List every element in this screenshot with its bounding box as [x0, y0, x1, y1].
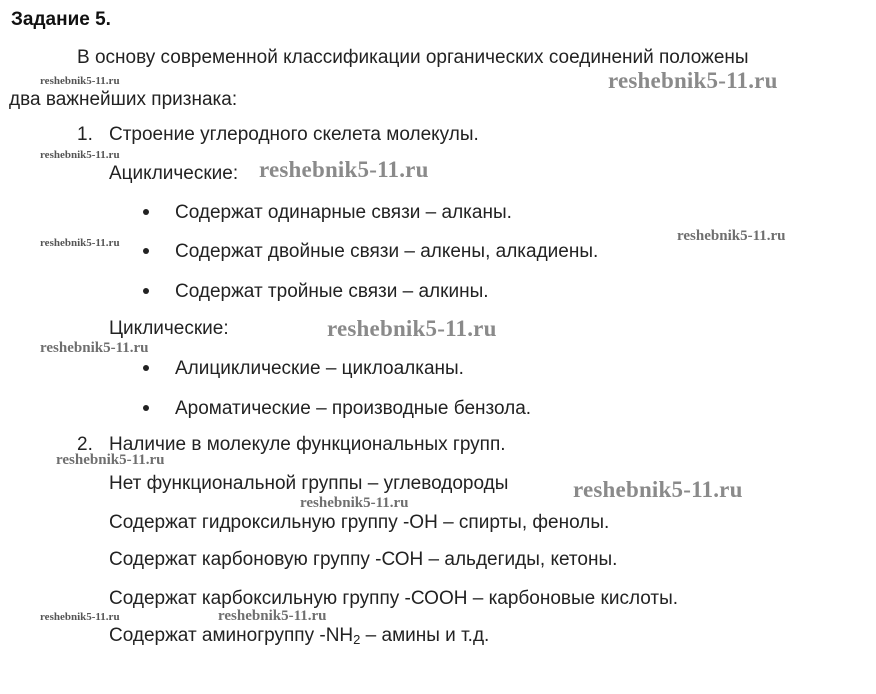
bullet-marker: [143, 405, 149, 411]
watermark: reshebnik5-11.ru: [40, 149, 120, 161]
cyclic-item: Ароматические – производные бензола.: [175, 398, 532, 419]
watermark: reshebnik5-11.ru: [40, 340, 149, 356]
watermark: reshebnik5-11.ru: [573, 477, 743, 502]
bullet-marker: [143, 209, 149, 215]
watermark: reshebnik5-11.ru: [300, 495, 409, 511]
bullet-marker: [143, 288, 149, 294]
section2-heading: Наличие в молекуле функциональных групп.: [109, 434, 506, 455]
acyclic-label: Ациклические:: [109, 163, 239, 184]
watermark: reshebnik5-11.ru: [677, 228, 786, 244]
acyclic-item: Содержат тройные связи – алкины.: [175, 281, 489, 302]
watermark: reshebnik5-11.ru: [608, 68, 778, 93]
cyclic-item: Алициклические – циклоалканы.: [175, 358, 464, 379]
acyclic-item: Содержат одинарные связи – алканы.: [175, 202, 512, 223]
acyclic-item: Содержат двойные связи – алкены, алкадиены.: [175, 241, 599, 262]
amino-text-end: – амины и т.д.: [360, 625, 490, 646]
functional-group-line: Содержат карбоновую группу -СОН – альдегиды, кетоны.: [109, 549, 618, 570]
functional-group-line-amino: [109, 626, 489, 645]
amino-subscript: 2: [353, 632, 361, 647]
intro-line-1: В основу современной классификации органических соединений положены: [77, 47, 749, 68]
watermark: reshebnik5-11.ru: [327, 316, 497, 341]
watermark: reshebnik5-11.ru: [40, 611, 120, 623]
bullet-marker: [143, 365, 149, 371]
watermark: reshebnik5-11.ru: [218, 608, 327, 624]
watermark: reshebnik5-11.ru: [40, 237, 120, 249]
amino-text: Содержат аминогруппу -NH: [109, 625, 354, 646]
intro-line-2: два важнейших признака:: [9, 89, 238, 110]
section1-number: 1.: [77, 124, 93, 145]
section2-number: 2.: [77, 434, 93, 455]
cyclic-label: Циклические:: [109, 318, 229, 339]
functional-group-line: Содержат карбоксильную группу -СООН – карбоновые кислоты.: [109, 588, 679, 609]
task-title: Задание 5.: [11, 9, 111, 30]
section1-heading: Строение углеродного скелета молекулы.: [109, 124, 479, 145]
watermark: reshebnik5-11.ru: [259, 157, 429, 182]
functional-group-line: Нет функциональной группы – углеводороды: [109, 473, 509, 494]
bullet-marker: [143, 248, 149, 254]
functional-group-line: Содержат гидроксильную группу -ОН – спирты, фенолы.: [109, 512, 610, 533]
watermark: reshebnik5-11.ru: [56, 452, 165, 468]
watermark: reshebnik5-11.ru: [40, 75, 120, 87]
